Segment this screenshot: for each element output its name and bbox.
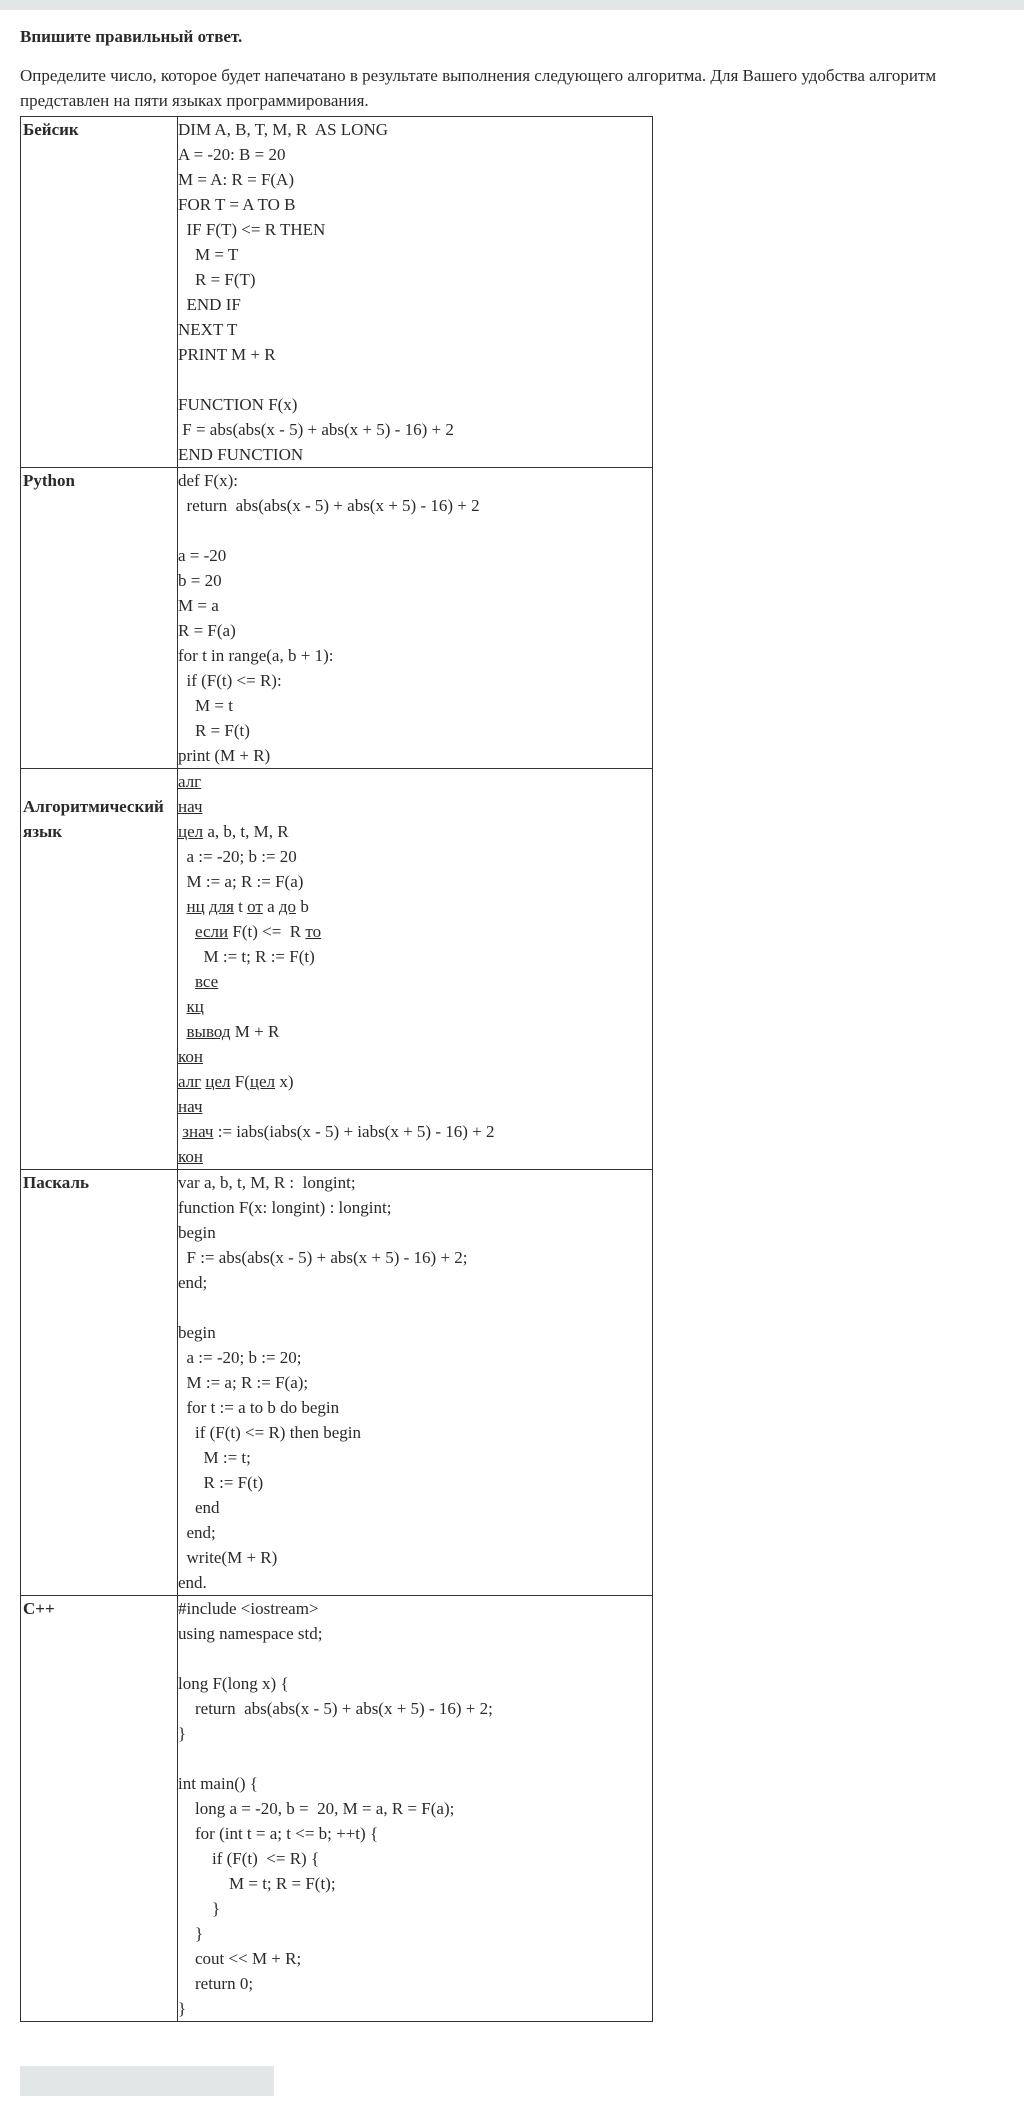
code-line: M := a; R := F(a) — [178, 872, 304, 891]
code-line: F := abs(abs(x - 5) + abs(x + 5) - 16) + 2; — [178, 1248, 468, 1267]
code-line: #include <iostream> — [178, 1599, 319, 1618]
code-line: if (F(t) <= R) then begin — [178, 1423, 362, 1442]
table-row — [21, 117, 653, 468]
code-line — [178, 367, 652, 392]
code-line: for t := a to b do begin — [178, 1398, 340, 1417]
keyword: кон — [178, 1047, 203, 1066]
table-row — [21, 1596, 653, 2022]
code-line: R = F(a) — [178, 621, 236, 640]
code-text: a, b, t, M, R — [203, 822, 289, 841]
keyword: для — [208, 897, 234, 916]
code-line: NEXT T — [178, 320, 238, 339]
code-line: var a, b, t, M, R : longint; — [178, 1173, 356, 1192]
code-line — [178, 1746, 652, 1771]
code-line: print (M + R) — [178, 746, 271, 765]
code-line — [178, 1646, 652, 1671]
table-row — [21, 1170, 653, 1596]
code-line — [178, 1094, 652, 1119]
code-line — [178, 1144, 652, 1169]
keyword: все — [195, 972, 219, 991]
code-line — [178, 919, 652, 944]
code-line: a = -20 — [178, 546, 227, 565]
code-line: R := F(t) — [178, 1473, 264, 1492]
code-line: for t in range(a, b + 1): — [178, 646, 334, 665]
keyword: кц — [186, 997, 204, 1016]
code-line: begin — [178, 1323, 216, 1342]
task-description: Определите число, которое будет напечатано в результате выполнения следующего алгоритма. Для Вашего удобства алгоритм представлен на пяти языках программирования. — [20, 66, 937, 110]
code-line: return abs(abs(x - 5) + abs(x + 5) - 16) + 2; — [178, 1699, 493, 1718]
code-line: b = 20 — [178, 571, 222, 590]
code-cpp — [178, 1596, 653, 2022]
code-line: M := a; R := F(a); — [178, 1373, 309, 1392]
code-line: END FUNCTION — [178, 445, 304, 464]
code-line: M = t — [178, 696, 233, 715]
code-line — [178, 819, 652, 844]
keyword: нач — [178, 1097, 203, 1116]
keyword: вывод — [186, 1022, 231, 1041]
code-line: a := -20; b := 20 — [178, 847, 297, 866]
code-line — [178, 994, 652, 1019]
lang-label: C++ — [21, 1596, 178, 2022]
code-line — [178, 1119, 652, 1144]
code-line: function F(x: longint) : longint; — [178, 1198, 392, 1217]
code-line — [178, 1019, 652, 1044]
code-line: if (F(t) <= R) { — [178, 1849, 320, 1868]
code-line — [178, 969, 652, 994]
code-line: IF F(T) <= R THEN — [178, 220, 326, 239]
code-text: a — [262, 897, 279, 916]
code-text: F(t) <= R — [228, 922, 306, 941]
keyword: кон — [178, 1147, 203, 1166]
keyword: до — [278, 897, 297, 916]
code-line: FOR T = A TO B — [178, 195, 296, 214]
code-line — [178, 1295, 652, 1320]
code-line: M = t; R = F(t); — [178, 1874, 336, 1893]
task-heading: Впишите правильный ответ. — [20, 27, 243, 46]
code-text: M + R — [230, 1022, 280, 1041]
code-line: FUNCTION F(x) — [178, 395, 298, 414]
code-line: M := t; — [178, 1448, 251, 1467]
code-line: def F(x): — [178, 471, 238, 490]
lang-label: Python — [21, 468, 178, 769]
keyword: от — [247, 897, 263, 916]
keyword: цел — [178, 822, 204, 841]
code-line: F = abs(abs(x - 5) + abs(x + 5) - 16) + 2 — [178, 420, 454, 439]
code-line: R = F(t) — [178, 721, 250, 740]
code-line: begin — [178, 1223, 216, 1242]
code-line — [178, 1069, 652, 1094]
top-bar — [0, 0, 1024, 10]
code-line: return abs(abs(x - 5) + abs(x + 5) - 16) + 2 — [178, 496, 480, 515]
keyword: цел — [205, 1072, 231, 1091]
code-line: } — [178, 1924, 204, 1943]
code-line: A = -20: B = 20 — [178, 145, 286, 164]
code-line: end; — [178, 1523, 216, 1542]
code-line: PRINT M + R — [178, 345, 276, 364]
code-line: } — [178, 1899, 221, 1918]
code-line: return 0; — [178, 1974, 254, 1993]
code-line: end — [178, 1498, 220, 1517]
answer-input[interactable] — [20, 2066, 274, 2096]
code-python — [178, 468, 653, 769]
keyword: алг — [178, 1072, 202, 1091]
code-line: DIM A, B, T, M, R AS LONG — [178, 120, 389, 139]
lang-label-text: Алгоритмический язык — [23, 797, 164, 841]
code-line: int main() { — [178, 1774, 258, 1793]
code-line: for (int t = a; t <= b; ++t) { — [178, 1824, 379, 1843]
code-line: write(M + R) — [178, 1548, 278, 1567]
code-line — [178, 518, 652, 543]
table-row — [21, 468, 653, 769]
code-line: M = T — [178, 245, 239, 264]
lang-label: Паскаль — [21, 1170, 178, 1596]
code-line: cout << M + R; — [178, 1949, 302, 1968]
code-text: b — [296, 897, 309, 916]
keyword: нач — [178, 797, 203, 816]
keyword: нц — [186, 897, 205, 916]
code-line: M = a — [178, 596, 219, 615]
keyword: цел — [249, 1072, 276, 1091]
code-line: a := -20; b := 20; — [178, 1348, 302, 1367]
code-line — [178, 794, 652, 819]
code-basic — [178, 117, 653, 468]
code-line: end. — [178, 1573, 207, 1592]
code-line: } — [178, 1724, 187, 1743]
code-line: } — [178, 1999, 187, 2018]
code-line: M := t; R := F(t) — [178, 947, 315, 966]
table-row — [21, 769, 653, 1170]
code-text: x) — [275, 1072, 294, 1091]
code-line — [178, 894, 652, 919]
code-algo — [178, 769, 653, 1170]
code-pascal — [178, 1170, 653, 1596]
code-line: using namespace std; — [178, 1624, 323, 1643]
code-text: := iabs(iabs(x - 5) + iabs(x + 5) - 16) + 2 — [213, 1122, 495, 1141]
code-line: long a = -20, b = 20, M = a, R = F(a); — [178, 1799, 455, 1818]
lang-label: Бейсик — [21, 117, 178, 468]
keyword: алг — [178, 772, 202, 791]
code-line: long F(long x) { — [178, 1674, 289, 1693]
code-line — [178, 1044, 652, 1069]
code-line: if (F(t) <= R): — [178, 671, 282, 690]
code-table — [20, 116, 653, 2022]
code-line: END IF — [178, 295, 241, 314]
code-text: F( — [230, 1072, 250, 1091]
lang-label — [21, 769, 178, 1170]
code-line — [178, 769, 652, 794]
code-text: t — [233, 897, 248, 916]
code-line: M = A: R = F(A) — [178, 170, 294, 189]
keyword: то — [305, 922, 322, 941]
code-line: R = F(T) — [178, 270, 256, 289]
keyword: если — [195, 922, 229, 941]
keyword: знач — [182, 1122, 214, 1141]
code-line: end; — [178, 1273, 208, 1292]
